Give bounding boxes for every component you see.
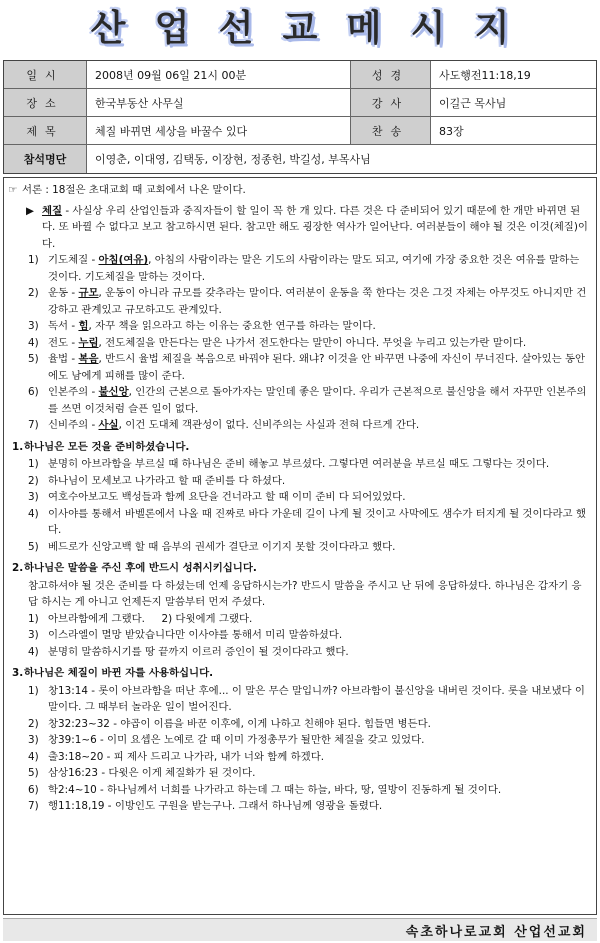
title-char: 산 xyxy=(90,8,126,49)
section-number: 3. xyxy=(12,667,24,679)
item-post: , 운동이 아니라 규모를 갖추라는 말이다. 여러분이 운동을 쭉 한다는 것은 그것 자체는 아무것도 아니지만 건강하고 관계있고 규모하고도 관계있다. xyxy=(48,287,587,316)
title-char: 업 xyxy=(154,8,190,49)
item-number: 6) xyxy=(28,386,39,398)
place-value: 한국부동산 사무실 xyxy=(87,89,351,117)
item-number: 3) xyxy=(28,629,39,641)
church-footer xyxy=(3,918,597,941)
item-number: 1) xyxy=(28,684,39,697)
subject-value: 체질 바뀌면 세상을 바꿀수 있다 xyxy=(87,117,351,145)
item-text: 이사야를 통해서 바벨론에서 나올 때 진짜로 바다 가운데 길이 나게 될 것이고 사막에도 샘수가 터지게 될 것이다라고 했다. xyxy=(48,507,586,536)
list-item xyxy=(8,539,588,556)
section-paragraph: 참고하셔야 될 것은 준비를 다 하셨는데 언제 응답하시는가? 반드시 말씀을 주시고 난 뒤에 응답하셨다. 하나님은 갑자기 응답 하시는 게 아니고 언제든지 말씀부터 먼저 주셨다. xyxy=(28,579,582,608)
item-key: 규모 xyxy=(78,287,99,299)
scripture-label: 성경 xyxy=(351,61,431,89)
item-post: , 인간의 근본으로 돌아가자는 말인데 좋은 말이다. 우리가 근본적으로 불신앙을 해서 자꾸만 인본주의를 쓰면 이것처럼 슬픈 일이 없다. xyxy=(48,386,587,415)
list-item xyxy=(8,335,588,352)
item-number: 3) xyxy=(28,734,39,746)
item-post: , 자꾸 책을 읽으라고 하는 이유는 중요한 연구를 하라는 말이다. xyxy=(88,320,376,332)
list-item xyxy=(8,456,588,473)
item-number: 3) xyxy=(28,491,39,503)
item-post: , 전도체질을 만든다는 말은 나가서 전도한다는 말만이 아니다. 무엇을 누리고 있는가란 말이다. xyxy=(98,336,527,349)
list-item xyxy=(8,732,588,749)
item-key: 아침(여유) xyxy=(98,254,149,266)
item-text: 행11:18,19 - 이방인도 구원을 받는구나. 그래서 하나님께 영광을 돌렸다. xyxy=(48,800,383,812)
item-post: , 이건 도대체 객관성이 없다. 신비주의는 사실과 전혀 다르게 간다. xyxy=(118,419,420,431)
list-item xyxy=(8,417,588,434)
section-number: 2. xyxy=(12,562,24,574)
item-number: 5) xyxy=(28,353,39,365)
section-title: 하나님은 모든 것을 준비하셨습니다. xyxy=(24,440,190,453)
item-pre: 인본주의 - xyxy=(48,386,99,398)
item-post: , 반드시 율법 체질을 복음으로 바꿔야 된다. 왜냐? 이것을 안 바꾸면 나중에 자신이 무너진다. 살아있는 동안에도 남에게 피해를 많이 준다. xyxy=(48,353,586,382)
item-number: 5) xyxy=(28,767,39,779)
item-pre: 율법 - xyxy=(48,353,79,365)
preacher-label: 강사 xyxy=(351,89,431,117)
datetime-label: 일시 xyxy=(4,61,87,89)
list-item xyxy=(8,798,588,815)
list-item xyxy=(8,384,588,417)
section-heading xyxy=(8,665,588,682)
item-number: 1) xyxy=(28,612,39,625)
footer-text: 속초하나로교회 산업선교회 xyxy=(405,924,587,940)
info-table xyxy=(3,60,597,174)
item-number: 2) xyxy=(28,474,39,487)
place-label: 장소 xyxy=(4,89,87,117)
preacher-value: 이길근 목사님 xyxy=(431,89,596,117)
section-title: 하나님은 체질이 바뀐 자를 사용하십니다. xyxy=(24,667,214,679)
item-number: 1) xyxy=(28,254,39,266)
item-key: 힘 xyxy=(78,320,89,332)
item-post: , 아침의 사람이라는 말은 기도의 사람이라는 말도 되고, 여기에 가장 중요한 것은 여유를 말하는 것이다. 기도체질을 말하는 것이다. xyxy=(48,254,580,283)
item-key: 누림 xyxy=(78,336,99,349)
item-text: 이스라엘이 멸망 받았습니다만 이사야를 통해서 미리 말씀하셨다. xyxy=(48,629,343,641)
scripture-value: 사도행전11:18,19 xyxy=(431,61,596,89)
item-text: 분명히 아브라함을 부르실 때 하나님은 준비 해놓고 부르셨다. 그렇다면 여러분을 부르실 때도 그렇다는 것이다. xyxy=(48,458,550,470)
item-number: 4) xyxy=(28,645,39,658)
item-text: 출3:18~20 - 피 제사 드리고 나가라, 내가 너와 함께 하겠다. xyxy=(48,750,325,763)
section-number: 1. xyxy=(12,440,24,453)
item-number: 2) xyxy=(28,287,39,299)
item-text: 창39:1~6 - 이미 요셉은 노예로 갈 때 이미 가정총무가 될만한 체질을 갖고 있었다. xyxy=(48,734,425,746)
list-item xyxy=(8,627,588,644)
item-number: 7) xyxy=(28,419,39,431)
attendees-label: 참석명단 xyxy=(4,145,87,173)
hymn-value: 83장 xyxy=(431,117,596,145)
item-text: 창32:23~32 - 야곱이 이름을 바꾼 이후에, 이게 나하고 친해야 된다. 힘들면 병든다. xyxy=(48,717,431,730)
list-item xyxy=(8,716,588,733)
title-char: 시 xyxy=(410,8,446,49)
title-char: 교 xyxy=(282,8,318,49)
item-number: 7) xyxy=(28,800,39,812)
item-text: 베드로가 신앙고백 할 때 음부의 권세가 결단코 이기지 못할 것이다라고 했다. xyxy=(48,540,396,553)
item-text: 여호수아보고도 백성들과 함께 요단을 건너라고 할 때 이미 준비 다 되어있었다. xyxy=(48,491,406,503)
triangle-bullet-icon: ▶ xyxy=(26,204,34,217)
item-number: 4) xyxy=(28,750,39,763)
hymn-label: 찬송 xyxy=(351,117,431,145)
attendees-value: 이영춘, 이대영, 김택동, 이장현, 정종헌, 박길성, 부목사님 xyxy=(95,153,371,166)
item-pre: 기도체질 - xyxy=(48,254,99,266)
list-item xyxy=(8,765,588,782)
list-item xyxy=(8,489,588,506)
sermon-body xyxy=(3,177,597,915)
item-number: 3) xyxy=(28,320,39,332)
list-item xyxy=(8,506,588,539)
section-heading xyxy=(8,439,588,456)
title-char: 지 xyxy=(474,8,510,49)
item-number: 1) xyxy=(28,458,39,470)
lead-text: - 사실상 우리 산업인들과 중직자들이 할 일이 꼭 한 개 있다. 다른 것은 다 준비되어 있기 때문에 한 개만 바뀌면 된다. 또 바뀔 수 없다고 보고 참고하시면 된다. 참고만 해도 굉장한 역사가 일어난다. 여러분들이 해야 될 것은 이것(체질)이다. xyxy=(42,204,588,250)
item-number: 2) xyxy=(28,717,39,730)
list-item xyxy=(8,285,588,318)
list-item xyxy=(8,749,588,766)
item-key: 불신앙 xyxy=(98,386,129,398)
item-text: 하나님이 모세보고 나가라고 할 때 준비를 다 하셨다. xyxy=(48,474,286,487)
list-item xyxy=(8,318,588,335)
item-number: 5) xyxy=(28,540,39,553)
item-number: 4) xyxy=(28,507,39,520)
page-title xyxy=(0,0,600,58)
list-item xyxy=(8,782,588,799)
item-key: 사실 xyxy=(98,419,119,431)
item-text: 학2:4~10 - 하나님께서 너희를 나가라고 하는데 그 때는 하늘, 바다, 땅, 열방이 진동하게 될 것이다. xyxy=(48,783,502,796)
item-pre: 신비주의 - xyxy=(48,419,99,431)
list-item xyxy=(8,473,588,490)
item-number: 6) xyxy=(28,783,39,796)
title-char: 선 xyxy=(218,8,254,49)
item-number: 4) xyxy=(28,336,39,349)
item-text: 창13:14 - 롯이 아브라함을 떠난 후에... 이 말은 무슨 말입니까? 아브라함이 불신앙을 내버린 것이다. 롯을 내보냈다 이 말이다. 그 때부터 놀라운 일이 벌어진다. xyxy=(48,684,585,713)
lead-point xyxy=(8,203,588,253)
item-text: 분명히 말씀하시기를 땅 끝까지 이르러 증인이 될 것이다라고 했다. xyxy=(48,645,349,658)
item-pre: 운동 - xyxy=(48,287,79,299)
pointing-hand-icon: ☞ xyxy=(8,184,18,196)
item-text: 아브라함에게 그랬다. 2) 다윗에게 그랬다. xyxy=(48,612,253,625)
intro-item-list xyxy=(8,252,588,434)
section-title: 하나님은 말씀을 주신 후에 반드시 성취시키십니다. xyxy=(24,562,257,574)
lead-key: 체질 xyxy=(42,204,63,217)
list-item xyxy=(8,351,588,384)
item-text: 삼상16:23 - 다윗은 이게 체질화가 된 것이다. xyxy=(48,767,256,779)
list-item xyxy=(8,644,588,661)
datetime-value: 2008년 09월 06일 21시 00분 xyxy=(87,61,351,89)
intro-line xyxy=(8,182,588,199)
list-item xyxy=(8,611,588,628)
subject-label: 제목 xyxy=(4,117,87,145)
section-heading xyxy=(8,560,588,577)
intro-text: 서론 : 18절은 초대교회 때 교회에서 나온 말이다. xyxy=(22,184,246,196)
list-item xyxy=(8,252,588,285)
title-char: 메 xyxy=(346,8,382,49)
list-item xyxy=(8,683,588,716)
item-pre: 독서 - xyxy=(48,320,79,332)
item-key: 복음 xyxy=(78,353,99,365)
item-pre: 전도 - xyxy=(48,336,79,349)
